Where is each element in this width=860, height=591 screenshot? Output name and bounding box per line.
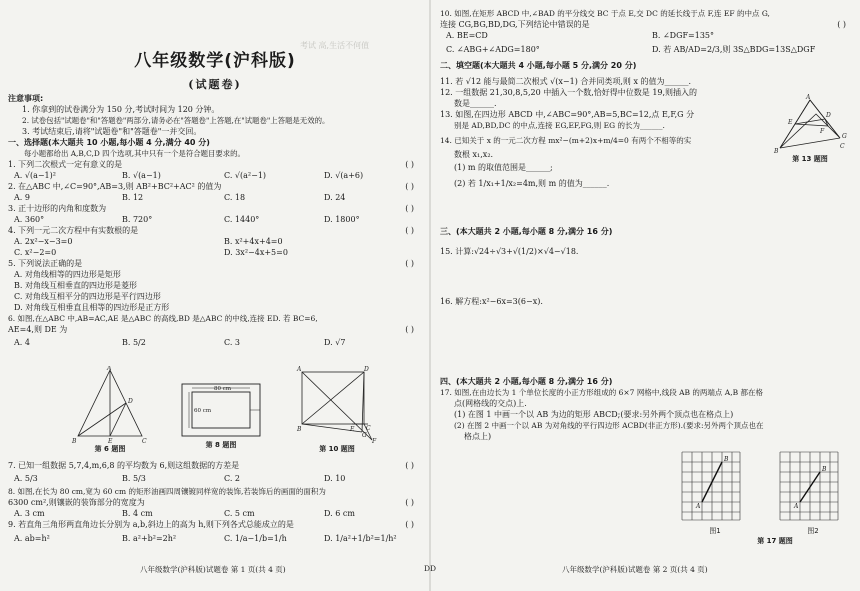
section-3-heading: 三、(本大题共 2 小题,每小题 8 分,满分 16 分) [440,227,613,236]
question-14: 14. 已知关于 x 的一元二次方程 mx²−(m+2)x+m/4=0 有两个不相等的实 [440,136,692,145]
question-14-part-2: (2) 若 1/x₁+1/x₂=4m,则 m 的值为______. [454,179,610,188]
notices [8,93,414,159]
figure-17-caption: 第 17 题图 [757,537,793,545]
question-16: 16. 解方程:x²−6x=3(6−x). [440,297,543,306]
question-17: 17. 如图,在由边长为 1 个单位长度的小正方形组成的 6×7 网格中,线段 AB 的两端点 A,B 都在格 [440,388,763,397]
svg-text:B: B [72,438,77,444]
question-14-part-1: (1) m 的取值范围是______; [454,163,553,172]
figure-13-quadrilateral [770,92,850,154]
question-13-cont: 别是 AD,BD,DC 的中点,连接 EG,EF,FG,则 EG 的长为______. [454,121,665,130]
question-5-option-b: B. 对角线互相垂直的四边形是菱形 [14,281,137,290]
bleed-through-text: 考试 高,生活不何值 [300,41,370,50]
question-4: 4. 下列一元二次方程中有实数根的是 ( ) [8,226,414,235]
svg-text:A: A [297,366,302,373]
svg-text:B: B [822,466,827,473]
question-10 [440,8,846,71]
page-subtitle: (试题卷) [188,78,242,91]
question-6-options: A. 4 B. 5/2 C. 3 D. √7 [14,338,346,347]
figure-17-grid-2 [778,450,848,536]
svg-text:B: B [297,426,302,433]
svg-text:E: E [350,426,355,433]
question-7: 7. 已知一组数据 5,7,4,m,6,8 的平均数为 6,则这组数据的方差是 ( ) [8,461,414,470]
figure-10-rectangle [296,364,378,444]
question-1-options: A. √(a−1)² B. √(a−1) C. √(a²−1) D. √(a+6) [14,171,364,180]
svg-text:G: G [842,133,847,140]
figure-10-caption: 第 10 题图 [319,445,355,453]
notice-1: 1. 你拿到的试卷满分为 150 分,考试时间为 120 分钟。 [22,105,220,114]
svg-text:A: A [806,94,811,101]
svg-text:E: E [788,119,793,126]
figure-13 [770,92,850,164]
figure-17-grid-1 [680,450,750,536]
figure-8-caption: 第 8 题图 [205,441,237,449]
center-mark: DD [424,564,437,573]
question-7-options: A. 5/3 B. 5/3 C. 2 D. 10 [14,474,346,483]
figure-6 [70,366,150,454]
questions-7-9 [8,460,414,545]
question-6-stem: 6. 如图,在△ABC 中,AB=AC,AE 是△ABC 的高线,BD 是△ABC 的中线,连接 ED. 若 BC=6, [8,314,318,323]
question-9: 9. 若直角三角形两直角边长分别为 a,b,斜边上的高为 h,则下列各式总能成立的是 ( ) [8,520,414,529]
svg-text:C: C [840,143,845,150]
question-5-option-c: C. 对角线互相平分的四边形是平行四边形 [14,292,161,301]
svg-text:B: B [724,456,729,463]
question-9-options: A. ab=h² B. a²+b²=2h² C. 1/a−1/b=1/h D. 1/a²+1/b²=1/h² [14,534,397,543]
section-1-heading: 一、选择题(本大题共 10 小题,每小题 4 分,满分 40 分) [8,138,210,147]
svg-text:D: D [364,366,369,373]
question-3-options: A. 360° B. 720° C. 1440° D. 1800° [14,215,360,224]
section-4-heading: 四、(本大题共 2 小题,每小题 8 分,满分 16 分) [440,377,613,386]
svg-text:A: A [696,503,701,510]
page-title: 八年级数学(沪科版) [134,51,296,71]
question-10-options-cd: C. ∠ABG+∠ADG=180° D. 若 AB/AD=2/3,则 3S△BDG=13S△DGF [446,45,816,54]
svg-text:F: F [820,128,825,135]
question-8-stem: 8. 如图,在长为 80 cm,宽为 60 cm 的矩形油画四周镶镀同样宽的装饰,若装饰后的画面的面积为 [8,487,326,496]
question-4-options-ab: A. 2x²−x−3=0 B. x²+4x+4=0 [14,237,283,246]
svg-text:A: A [107,366,112,372]
svg-text:A: A [794,503,799,510]
question-12: 12. 一组数据 21,30,8,5,20 中插入一个数,恰好得中位数是 19,则插入的 [440,88,698,97]
question-8-stem-2: 6300 cm²,则镶嵌的装饰部分的宽度为 ( ) [8,498,414,507]
questions-1-6 [8,159,414,349]
question-14-cont: 数根 x₁,x₂. [454,150,494,159]
question-17-part-2-cont: 格点上) [464,432,492,441]
figure-6-triangle [70,366,150,444]
questions-11-14 [440,76,770,189]
question-16-block [440,296,846,307]
figure-8-frame [178,380,264,440]
question-6-stem-2: AE=4,则 DE 为 ( ) [8,325,414,334]
question-13: 13. 如图,在四边形 ABCD 中,∠ABC=90°,AB=5,BC=12,点 E,F,G 分 [440,110,695,119]
notice-2: 2. 试卷包括"试题卷"和"答题卷"两部分,请务必在"答题卷"上答题,在"试题卷"上答题是无效的。 [22,116,330,125]
figure-10 [296,364,378,454]
svg-text:B: B [774,148,779,154]
question-2-options: A. 9 B. 12 C. 18 D. 24 [14,193,346,202]
figure-8-height-label: 60 cm [194,408,212,414]
question-11: 11. 若 √12 能与最简二次根式 √(x−1) 合并同类项,则 x 的值为______. [440,77,692,86]
question-5: 5. 下列说法正确的是 ( ) [8,259,414,268]
question-4-options-cd: C. x²−2=0 D. 3x²−4x+5=0 [14,248,288,257]
question-17-part-1: (1) 在图 1 中画一个以 AB 为边的矩形 ABCD;(要求:另外两个顶点也在格点上) [454,410,734,419]
svg-text:G: G [362,432,367,439]
svg-text:E: E [108,438,113,444]
grid-2-caption: 图2 [807,527,819,535]
left-footer: 八年级数学(沪科版)试题卷 第 1 页(共 4 页) [140,565,286,574]
grid-2-svg [778,450,840,522]
section-3 [440,226,846,257]
question-17-cont: 点(网格线的交点)上. [454,399,527,408]
question-10-stem-2: 连接 CG,BG,BD,DG,下列结论中错误的是 ( ) [440,20,846,29]
svg-text:C: C [366,425,371,432]
question-2: 2. 在△ABC 中,∠C=90°,AB=3,则 AB²+BC²+AC² 的值为 ( ) [8,182,414,191]
figure-8-width-label: 80 cm [214,386,232,392]
question-8-options: A. 3 cm B. 4 cm C. 5 cm D. 6 cm [14,509,355,518]
notice-heading: 注意事项: [8,94,44,103]
notice-3: 3. 考试结束后,请将"试题卷"和"答题卷"一并交回。 [22,127,202,136]
grid-1-caption: 图1 [709,527,721,535]
question-3: 3. 正十边形的内角和度数为 ( ) [8,204,414,213]
right-footer: 八年级数学(沪科版)试题卷 第 2 页(共 4 页) [562,565,708,574]
question-10-stem: 10. 如图,在矩形 ABCD 中,∠BAD 的平分线交 BC 于点 E,交 DC 的延长线于点 F,连 EF 的中点 G, [440,9,770,18]
figure-6-caption: 第 6 题图 [94,445,126,453]
section-1-note: 每小题都给出 A,B,C,D 四个选项,其中只有一个是符合题目要求的。 [24,149,245,158]
svg-text:D: D [826,112,831,119]
question-5-option-d: D. 对角线互相垂直且相等的四边形是正方形 [14,303,170,312]
right-page [430,0,860,591]
figure-13-caption: 第 13 题图 [792,155,828,163]
grid-1-svg [680,450,742,522]
question-15: 15. 计算:√24÷√3+√(1/2)×√4−√18. [440,247,579,256]
question-17-part-2: (2) 在图 2 中画一个以 AB 为对角线的平行四边形 ACBD(非正方形).(要求:另外两个顶点也在 [454,421,764,430]
question-1: 1. 下列二次根式一定有意义的是 ( ) [8,160,414,169]
svg-text:C: C [142,438,147,444]
question-5-option-a: A. 对角线相等的四边形是矩形 [14,270,121,279]
svg-text:F: F [372,438,377,444]
section-4 [440,376,846,442]
section-2-heading: 二、填空题(本大题共 4 小题,每小题 5 分,满分 20 分) [440,61,637,70]
question-10-options-ab: A. BE=CD B. ∠DGF=135° [446,31,714,40]
question-12-cont: 数是______. [454,99,497,108]
svg-text:D: D [128,398,133,405]
figure-8 [178,380,264,450]
